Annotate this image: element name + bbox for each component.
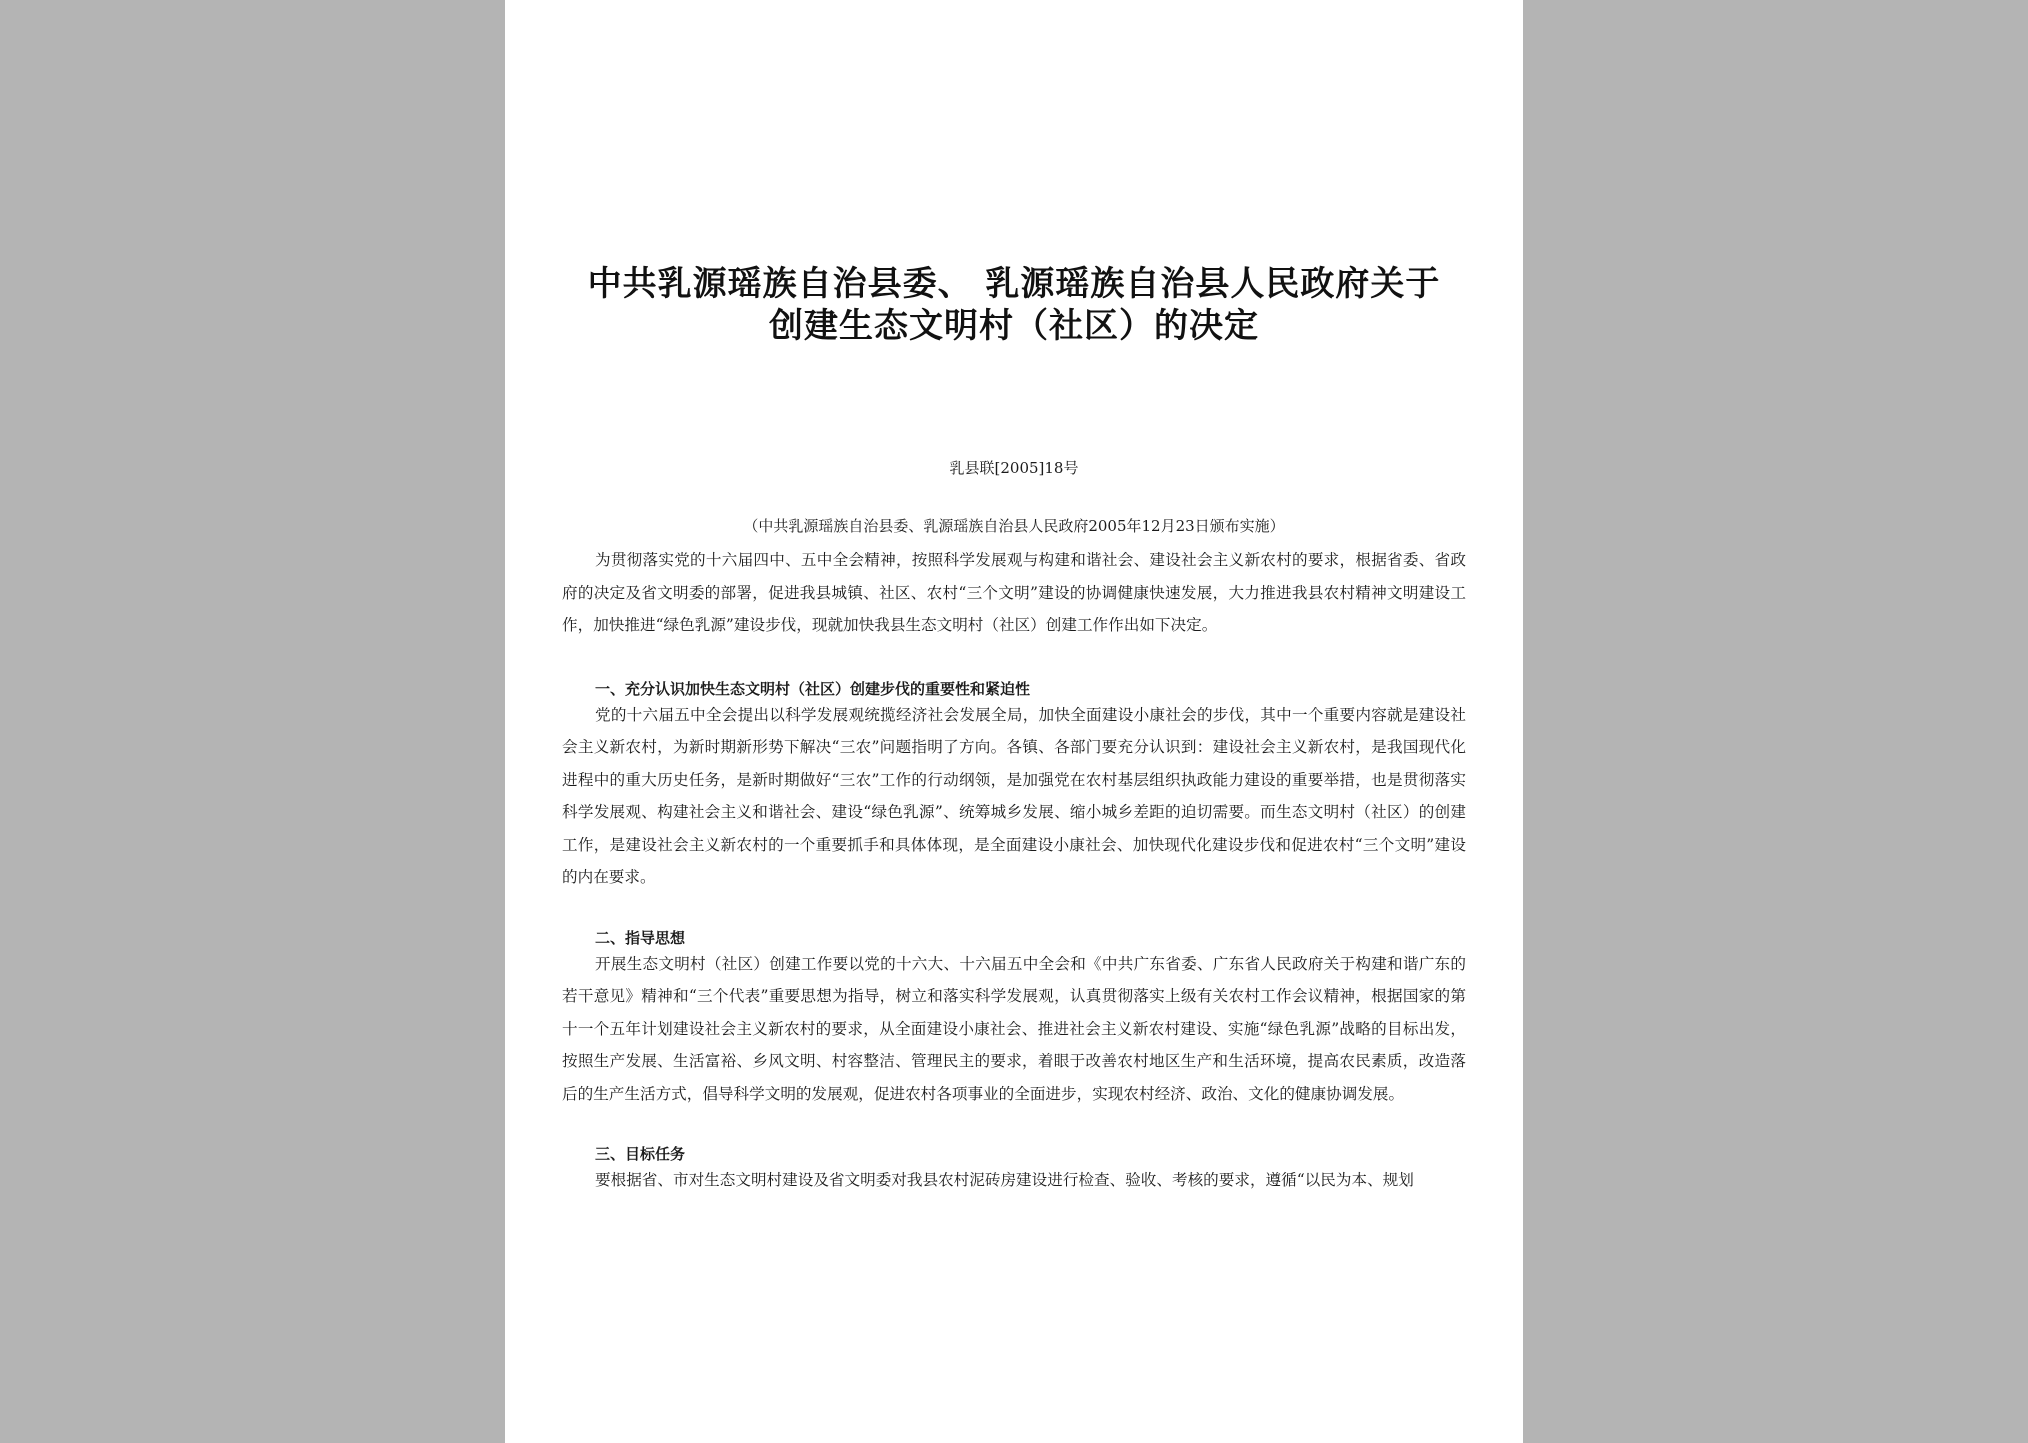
section-2-paragraph: 开展生态文明村（社区）创建工作要以党的十六大、十六届五中全会和《中共广东省委、广东省人民政府关于构建和谐广东的若干意见》精神和“三个代表”重要思想为指导，树立和落实科学发展观，认真贯彻落实上级有关农村工作会议精神，根据国家的第十一个五年计划建设社会主义新农村的要求，从全面建设小康社会、推进社会主义新农村建设、实施“绿色乳源”战略的目标出发，按照生产发展、生活富裕、乡风文明、村容整洁、管理民主的要求，着眼于改善农村地区生产和生活环境，提高农民素质，改造落后的生产生活方式，倡导科学文明的发展观，促进农村各项事业的全面进步，实现农村经济、政治、文化的健康协调发展。 xyxy=(562,954,1466,1103)
title-line-1: 中共乳源瑶族自治县委、 乳源瑶族自治县人民政府关于 xyxy=(587,264,1441,304)
title-line-2: 创建生态文明村（社区）的决定 xyxy=(769,306,1259,346)
document-title xyxy=(562,263,1466,347)
section-1-paragraph: 党的十六届五中全会提出以科学发展观统揽经济社会发展全局，加快全面建设小康社会的步伐，其中一个重要内容就是建设社会主义新农村，为新时期新形势下解决“三农”问题指明了方向。各镇、各部门要充分认识到：建设社会主义新农村，是我国现代化进程中的重大历史任务，是新时期做好“三农”工作的行动纲领，是加强党在农村基层组织执政能力建设的重要举措，也是贯彻落实科学发展观、构建社会主义和谐社会、建设“绿色乳源”、统筹城乡发展、缩小城乡差距的迫切需要。而生态文明村（社区）的创建工作，是建设社会主义新农村的一个重要抓手和具体体现，是全面建设小康社会、加快现代化建设步伐和促进农村“三个文明”建设的内在要求。 xyxy=(562,705,1466,886)
section-3-paragraph: 要根据省、市对生态文明村建设及省文明委对我县农村泥砖房建设进行检查、验收、考核的要求，遵循“以民为本、规划 xyxy=(595,1171,1414,1189)
section-2-heading: 二、指导思想 xyxy=(595,928,686,947)
document-page xyxy=(505,0,1523,1443)
issued-note: （中共乳源瑶族自治县委、乳源瑶族自治县人民政府2005年12月23日颁布实施） xyxy=(743,517,1285,535)
document-number: 乳县联[2005]18号 xyxy=(949,459,1079,477)
intro-paragraph: 为贯彻落实党的十六届四中、五中全会精神，按照科学发展观与构建和谐社会、建设社会主义新农村的要求，根据省委、省政府的决定及省文明委的部署，促进我县城镇、社区、农村“三个文明”建设的协调健康快速发展，大力推进我县农村精神文明建设工作，加快推进“绿色乳源”建设步伐，现就加快我县生态文明村（社区）创建工作作出如下决定。 xyxy=(562,551,1466,634)
section-1-heading: 一、充分认识加快生态文明村（社区）创建步伐的重要性和紧迫性 xyxy=(595,679,1031,698)
section-3-heading: 三、目标任务 xyxy=(595,1145,686,1163)
